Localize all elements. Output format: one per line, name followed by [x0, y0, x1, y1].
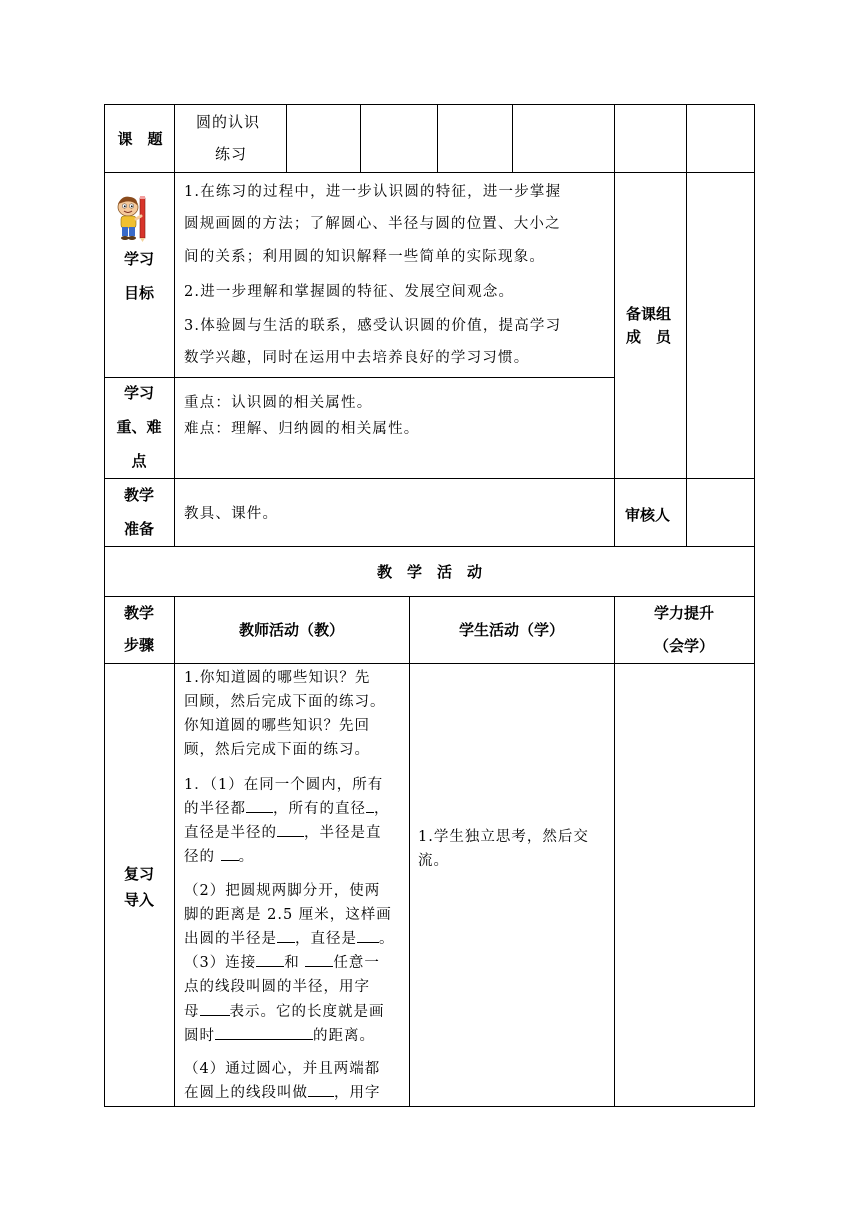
- review-text: 出圆的半径是: [184, 931, 277, 947]
- review-text-line: 顾，然后完成下面的练习。: [184, 742, 370, 758]
- rule: [104, 596, 755, 597]
- goal-item3-line2: 数学兴趣，同时在运用中去培养良好的学习习惯。: [184, 350, 530, 366]
- fill-blank: [277, 928, 295, 943]
- rule: [104, 478, 755, 479]
- col-ability-line2: （会学）: [653, 637, 714, 655]
- student-activity-line2: 流。: [418, 853, 449, 869]
- review-text-line: （4）通过圆心，并且两端都: [184, 1061, 381, 1077]
- rule: [104, 104, 755, 105]
- review-text-line: 点的线段叫圆的半径，用字: [184, 979, 370, 995]
- review-text-line: [184, 1081, 381, 1105]
- fill-blank: [308, 1082, 334, 1097]
- reviewer-label: 审核人: [625, 506, 671, 524]
- review-text: 。: [379, 931, 395, 947]
- review-text-line: [184, 927, 395, 951]
- keypoints-label-line1: 学习: [123, 384, 154, 402]
- col-student: 学生活动（学）: [458, 621, 564, 639]
- review-text: 和: [284, 955, 306, 971]
- fill-blank: [305, 952, 333, 967]
- key-point: 重点：认识圆的相关属性。: [184, 395, 373, 411]
- review-text-line: [184, 1024, 375, 1048]
- prep-label-line1: 教学: [123, 486, 154, 504]
- fill-blank: [215, 1025, 313, 1040]
- rule: [104, 1106, 755, 1107]
- topic-label: 课 题: [117, 130, 163, 148]
- review-text-line: 1.你知道圆的哪些知识？先: [184, 670, 371, 686]
- prep-group-label-line1: 备课组: [626, 305, 672, 323]
- fill-blank: [357, 928, 379, 943]
- rule: [360, 104, 361, 172]
- keypoints-label-line3: 点: [131, 452, 147, 470]
- rule: [686, 104, 687, 546]
- review-text: 的距离。: [313, 1028, 375, 1044]
- goals-label-line2: 目标: [123, 284, 154, 302]
- goal-item2: 2.进一步理解和掌握圆的特征、发展空间观念。: [184, 284, 515, 300]
- fill-blank: [256, 952, 284, 967]
- rule: [409, 596, 410, 1107]
- fill-blank: [277, 822, 304, 837]
- review-text-line: [184, 951, 380, 975]
- rule: [104, 377, 614, 378]
- goal-item1-line1: 1.在练习的过程中，进一步认识圆的特征，进一步掌握: [184, 184, 562, 200]
- review-text: 圆时: [184, 1028, 215, 1044]
- student-activity-line1: 1.学生独立思考，然后交: [418, 829, 589, 845]
- fill-blank: [366, 798, 374, 813]
- col-teacher: 教师活动（教）: [238, 621, 344, 639]
- review-text: ，直径是: [295, 931, 357, 947]
- topic-title-line1: 圆的认识: [196, 113, 261, 131]
- review-text-line: （2）把圆规两脚分开，使两: [184, 883, 381, 899]
- rule: [286, 104, 287, 172]
- review-text: 在圆上的线段叫做: [184, 1085, 308, 1101]
- rule: [614, 596, 615, 1107]
- review-text: （3）连接: [184, 955, 257, 971]
- cartoon-boy-with-pencil-icon: [112, 194, 152, 242]
- rule: [174, 104, 175, 546]
- review-text: ，: [374, 801, 390, 817]
- review-text: ，用字: [334, 1085, 381, 1101]
- review-text: 直径是半径的: [184, 825, 277, 841]
- review-step-line2: 导入: [123, 891, 154, 909]
- review-text: 。: [238, 849, 255, 865]
- review-text: 径的: [184, 849, 221, 865]
- review-text: 母: [184, 1004, 200, 1020]
- review-text: 表示。它的长度就是画: [229, 1004, 385, 1020]
- review-text: 的半径都: [184, 801, 246, 817]
- review-text: ，半径是直: [304, 825, 382, 841]
- goal-item1-line2: 圆规画圆的方法；了解圆心、半径与圆的位置、大小之: [184, 216, 561, 232]
- col-step-line1: 教学: [123, 604, 154, 622]
- activities-title: 教 学 活 动: [376, 563, 482, 581]
- rule: [104, 172, 755, 173]
- review-step-line1: 复习: [123, 865, 154, 883]
- review-text: 任意一: [333, 955, 380, 971]
- prep-content: 教具、课件。: [184, 506, 279, 522]
- rule: [754, 104, 755, 1107]
- prep-label-line2: 准备: [123, 520, 154, 538]
- goal-item3-line1: 3.体验圆与生活的联系，感受认识圆的价值，提高学习: [184, 318, 562, 334]
- rule: [512, 104, 513, 172]
- rule: [104, 546, 755, 547]
- rule: [437, 104, 438, 172]
- topic-title-line2: 练习: [215, 145, 248, 163]
- col-step-line2: 步骤: [123, 636, 154, 654]
- fill-blank: [200, 1001, 230, 1016]
- review-text-line: 1．（1）在同一个圆内，所有: [184, 777, 384, 793]
- review-text-line: 回顾，然后完成下面的练习。: [184, 694, 386, 710]
- fill-blank: [221, 846, 239, 861]
- col-ability-line1: 学力提升: [653, 604, 714, 622]
- keypoints-label-line2: 重、难: [116, 418, 162, 436]
- review-text-line: [184, 1000, 385, 1024]
- goals-label-line1: 学习: [123, 250, 154, 268]
- review-text-line: [184, 845, 254, 869]
- review-text-line: 你知道圆的哪些知识？先回: [184, 718, 370, 734]
- rule: [104, 663, 755, 664]
- fill-blank: [246, 798, 273, 813]
- rule: [174, 596, 175, 1107]
- rule: [614, 104, 615, 546]
- goal-item1-line3: 间的关系；利用圆的知识解释一些简单的实际现象。: [184, 249, 546, 265]
- review-text: ，所有的直径: [273, 801, 366, 817]
- review-text-line: [184, 797, 390, 821]
- difficult-point: 难点：理解、归纳圆的相关属性。: [184, 421, 420, 437]
- review-text-line: 脚的距离是 2.5 厘米，这样画: [184, 907, 392, 923]
- prep-group-label-line2: 成 员: [626, 328, 672, 346]
- review-text-line: [184, 821, 382, 845]
